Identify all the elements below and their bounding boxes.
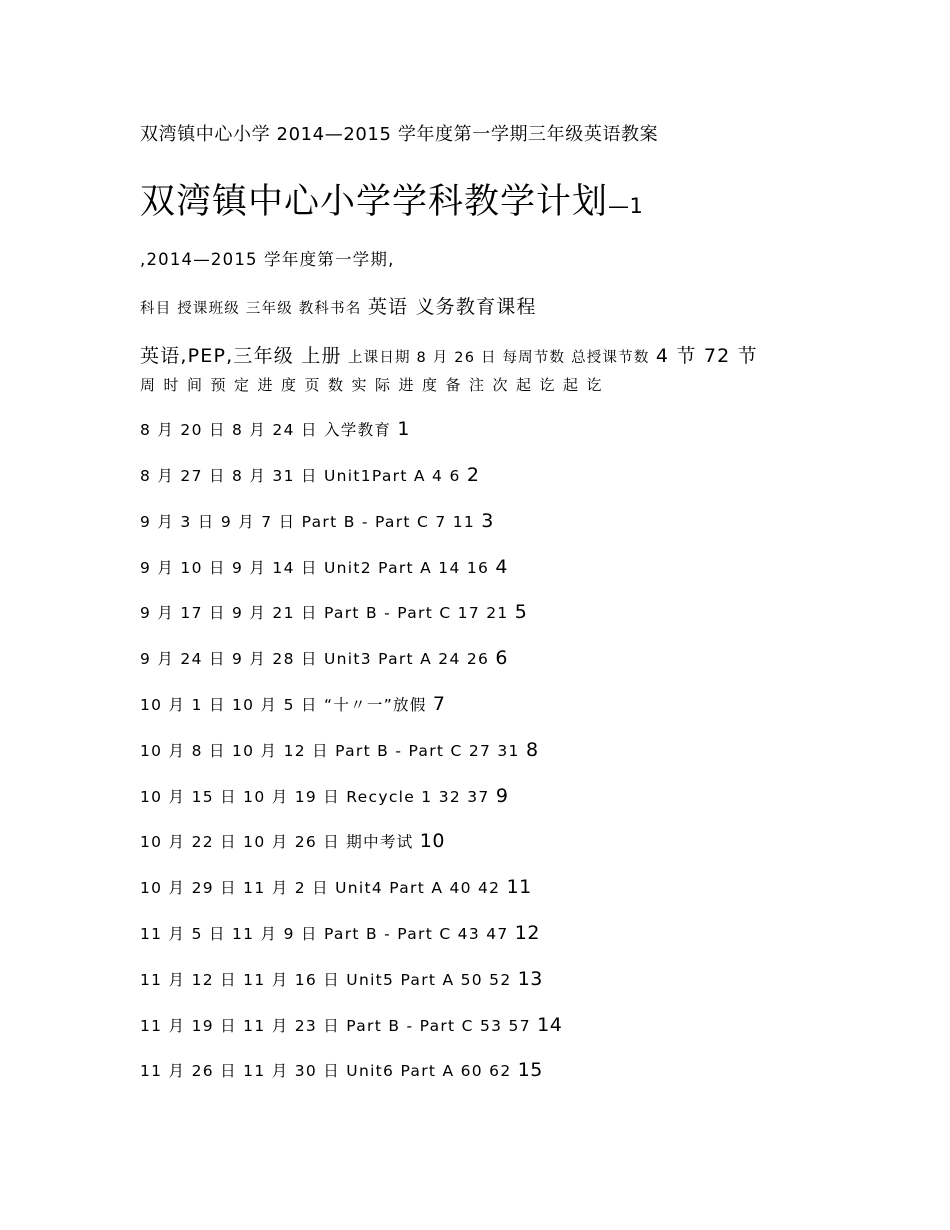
info-line-part2: 上课日期 8 月 26 日 每周节数 总授课节数 [347, 350, 650, 366]
schedule-row [140, 1059, 543, 1081]
row-number: 3 [481, 510, 494, 532]
title-suffix: —1 [608, 194, 644, 218]
schedule-row [140, 876, 532, 898]
schedule-row [140, 464, 479, 486]
row-text: 10 月 15 日 10 月 19 日 Recycle 1 32 37 [140, 788, 490, 806]
info-line-part3: 4 节 72 节 [655, 345, 758, 367]
row-text: 9 月 3 日 9 月 7 日 Part B - Part C 7 11 [140, 513, 476, 531]
row-number: 4 [495, 556, 508, 578]
row-number: 2 [466, 464, 480, 486]
term-line: ,2014—2015 学年度第一学期, [140, 250, 395, 269]
row-text: 10 月 8 日 10 月 12 日 Part B - Part C 27 31 [140, 742, 520, 760]
subject-line-part1: 科目 授课班级 三年级 教科书名 [140, 301, 362, 317]
row-text: 9 月 10 日 9 月 14 日 Unit2 Part A 14 16 [140, 559, 490, 577]
row-text: 11 月 26 日 11 月 30 日 Unit6 Part A 60 62 [140, 1062, 512, 1080]
row-number: 8 [525, 739, 539, 761]
subject-line-part2: 英语 义务教育课程 [367, 296, 537, 318]
row-number: 10 [419, 830, 445, 852]
schedule-row [140, 1014, 562, 1036]
row-number: 13 [517, 968, 543, 990]
schedule-row [140, 647, 508, 669]
row-number: 1 [397, 418, 411, 440]
row-number: 15 [517, 1059, 543, 1081]
columns-line: 周时间预定进度页数实际进度备注次起讫起讫 [140, 376, 611, 394]
info-line-part1: 英语,PEP,三年级 上册 [140, 345, 342, 367]
schedule-row [140, 418, 410, 440]
schedule-row [140, 510, 494, 532]
row-number: 5 [514, 601, 528, 623]
schedule-row [140, 830, 445, 852]
row-number: 6 [495, 647, 508, 669]
title-main: 双湾镇中心小学学科教学计划 [140, 182, 609, 222]
row-text: 11 月 5 日 11 月 9 日 Part B - Part C 43 47 [140, 925, 509, 943]
row-text: 11 月 12 日 11 月 16 日 Unit5 Part A 50 52 [140, 971, 512, 989]
document-header: 双湾镇中心小学 2014—2015 学年度第一学期三年级英语教案 [140, 124, 659, 145]
row-text: 11 月 19 日 11 月 23 日 Part B - Part C 53 57 [140, 1017, 531, 1035]
row-number: 12 [514, 922, 540, 944]
schedule-row [140, 922, 540, 944]
row-text: 9 月 17 日 9 月 21 日 Part B - Part C 17 21 [140, 604, 509, 622]
subject-line [140, 292, 537, 319]
row-text: 8 月 27 日 8 月 31 日 Unit1Part A 4 6 [140, 467, 461, 485]
schedule-row [140, 739, 539, 761]
document-title [140, 174, 643, 224]
schedule-row [140, 601, 527, 623]
row-text: 10 月 1 日 10 月 5 日 “十〃一”放假 [140, 696, 427, 714]
schedule-row [140, 556, 508, 578]
row-number: 14 [537, 1014, 563, 1036]
row-text: 10 月 22 日 10 月 26 日 期中考试 [140, 833, 414, 851]
schedule-row [140, 693, 445, 715]
row-number: 11 [506, 876, 532, 898]
row-number: 9 [495, 785, 509, 807]
schedule-row [140, 785, 508, 807]
row-number: 7 [432, 693, 446, 715]
row-text: 9 月 24 日 9 月 28 日 Unit3 Part A 24 26 [140, 650, 490, 668]
row-text: 10 月 29 日 11 月 2 日 Unit4 Part A 40 42 [140, 879, 501, 897]
schedule-row [140, 968, 543, 990]
row-text: 8 月 20 日 8 月 24 日 入学教育 [140, 421, 392, 439]
info-line [140, 341, 758, 368]
